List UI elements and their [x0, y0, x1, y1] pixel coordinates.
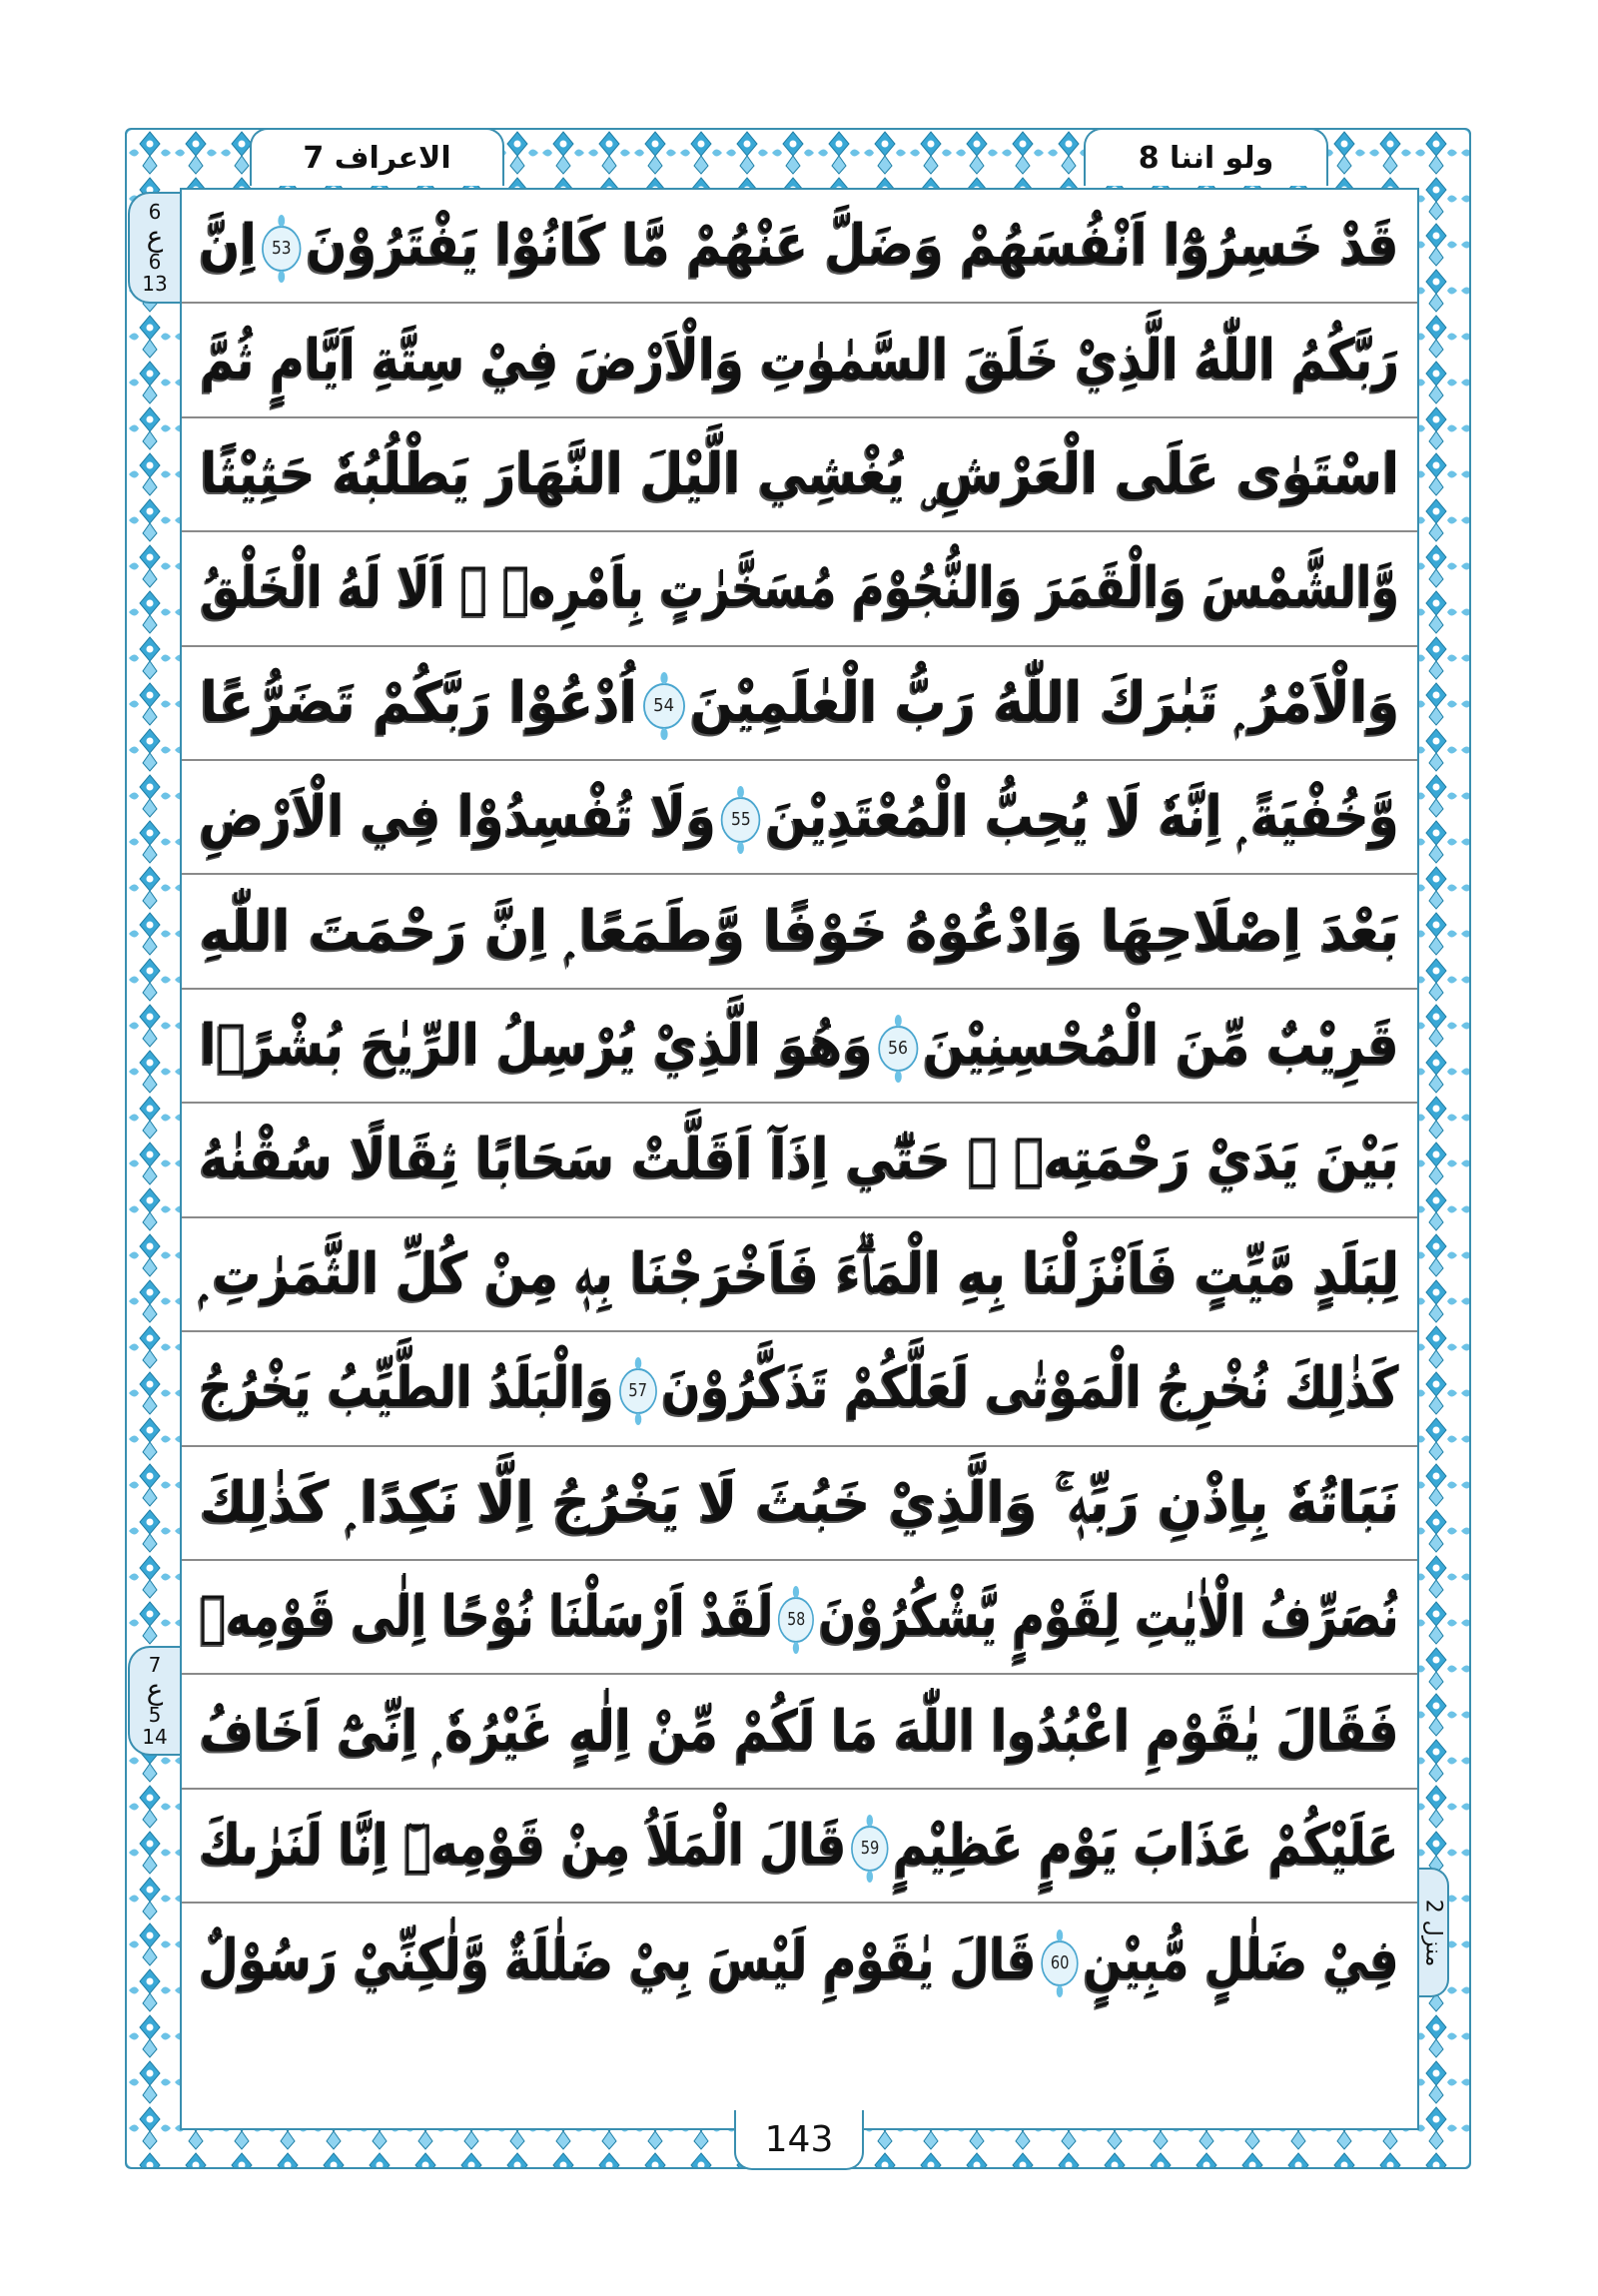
para-name: ولو اننا 8 [1138, 140, 1274, 176]
verse-text [200, 1240, 1399, 1306]
verse-segment: وَلَا تُفْسِدُوْا فِي الْاَرْضِ [199, 784, 717, 850]
verse-segment: كَذٰلِكَ نُخْرِجُ الْمَوْتٰى لَعَلَّكُمْ تَذَكَّرُوْنَ [661, 1355, 1400, 1421]
ayah-number-marker: 57 [619, 1368, 657, 1414]
verse-text [199, 1469, 1400, 1535]
text-line [182, 990, 1417, 1104]
text-line [182, 1790, 1417, 1904]
verse-segment: رَبَّكُمُ اللّٰهُ الَّذِيْ خَلَقَ السَّمٰوٰتِ وَالْاَرْضَ فِيْ سِتَّةِ اَيَّامٍ ثُمَّ [200, 327, 1399, 392]
verse-text [199, 1812, 1400, 1878]
verse-text [200, 555, 1399, 621]
verse-segment: قَالَ يٰقَوْمِ لَيْسَ بِيْ ضَلٰلَةٌ وَّلٰكِنِّيْ رَسُوْلٌ [199, 1927, 1037, 1993]
verse-segment: وَالْاَمْرُ ۭ تَبٰرَكَ اللّٰهُ رَبُّ الْعٰلَمِيْنَ [689, 669, 1399, 735]
ayah-number-marker: 60 [1042, 1940, 1079, 1986]
verse-segment: قَدْ خَسِرُوْٓا اَنْفُسَهُمْ وَضَلَّ عَنْهُمْ مَّا كَانُوْا يَفْتَرُوْنَ [306, 213, 1400, 279]
verse-text [199, 1127, 1400, 1192]
verse-segment: لِبَلَدٍ مَّيِّتٍ فَاَنْزَلْنَا بِهِ الْمَاۗءَ فَاَخْرَجْنَا بِهٖ مِنْ كُلِّ الثَّمَرٰتِ ۭ [200, 1240, 1399, 1306]
surah-name: الاعراف 7 [303, 140, 451, 176]
verse-text [199, 898, 1400, 964]
text-line [182, 1447, 1417, 1561]
text-line [182, 1675, 1417, 1789]
text-line [182, 1104, 1417, 1217]
text-line [182, 1561, 1417, 1675]
text-panel [180, 188, 1419, 2130]
verse-text [200, 441, 1399, 507]
ayah-number-marker: 55 [721, 797, 761, 843]
text-line [182, 1904, 1417, 2017]
para-name-tab [1084, 128, 1328, 186]
verse-segment: بَعْدَ اِصْلَاحِهَا وَادْعُوْهُ خَوْفًا وَّطَمَعًا ۭ اِنَّ رَحْمَتَ اللّٰهِ [199, 898, 1400, 964]
ruku-number-middle: 6 [148, 250, 162, 274]
ruku-number-bottom: 14 [142, 1725, 168, 1749]
verse-segment: نَبَاتُهٗ بِاِذْنِ رَبِّهٖ ۚ وَالَّذِيْ خَبُثَ لَا يَخْرُجُ اِلَّا نَكِدًا ۭ كَذٰلِكَ [199, 1469, 1400, 1535]
verse-segment: وَّالشَّمْسَ وَالْقَمَرَ وَالنُّجُوْمَ مُسَخَّرٰتٍ بِاَمْرِهٖ ۭ اَلَا لَهُ الْخَلْقُ [200, 555, 1399, 621]
verse-segment: اُدْعُوْا رَبَّكُمْ تَضَرُّعًا [200, 669, 637, 735]
verse-text [200, 669, 1399, 735]
verse-text [199, 1355, 1400, 1421]
ayah-number-marker: 58 [778, 1597, 814, 1643]
verse-segment: اِنَّ [199, 213, 258, 279]
text-line [182, 190, 1417, 304]
text-line [182, 647, 1417, 761]
page-number: 143 [764, 2118, 834, 2160]
verse-segment: قَرِيْبٌ مِّنَ الْمُحْسِنِيْنَ [923, 1013, 1399, 1079]
verse-segment: فِيْ ضَلٰلٍ مُّبِيْنٍ [1083, 1927, 1400, 1993]
verse-segment: عَلَيْكُمْ عَذَابَ يَوْمٍ عَظِيْمٍ [894, 1812, 1400, 1878]
text-line [182, 1332, 1417, 1446]
verse-text [199, 784, 1400, 850]
verse-text [200, 1584, 1399, 1650]
verse-segment: لَقَدْ اَرْسَلْنَا نُوْحًا اِلٰى قَوْمِهٖ [200, 1584, 774, 1650]
verse-segment: وَّخُفْيَةً ۭ اِنَّهٗ لَا يُحِبُّ الْمُعْتَدِيْنَ [766, 784, 1400, 850]
ruku-number-middle: 5 [148, 1703, 162, 1727]
text-line [182, 761, 1417, 875]
manzil-marker [1419, 1868, 1449, 1997]
verse-segment: اسْتَوٰى عَلَى الْعَرْشِ ۣ يُغْشِي الَّيْلَ النَّهَارَ يَطْلُبُهٗ حَثِيْثًا [200, 441, 1399, 507]
text-line [182, 875, 1417, 989]
verse-text [199, 1927, 1400, 1993]
ruku-marker [128, 1646, 180, 1756]
ain-symbol-icon: ع [146, 1673, 164, 1706]
ayah-number-marker: 53 [262, 226, 301, 272]
verse-segment: فَقَالَ يٰقَوْمِ اعْبُدُوا اللّٰهَ مَا لَكُمْ مِّنْ اِلٰهٍ غَيْرُهٗ ۭ اِنِّىْٓ اَخَافُ [200, 1698, 1399, 1764]
page-number-tab [734, 2110, 864, 2170]
surah-name-tab [250, 128, 504, 186]
ayah-number-marker: 59 [852, 1826, 889, 1872]
manzil-label: منزل 2 [1420, 1899, 1446, 1966]
ruku-number-top: 7 [148, 1653, 162, 1677]
text-line [182, 1218, 1417, 1332]
verse-segment: قَالَ الْمَلَاُ مِنْ قَوْمِهٖٓ اِنَّا لَنَرٰىكَ [199, 1812, 847, 1878]
ruku-marker [128, 192, 180, 304]
text-line [182, 418, 1417, 532]
ruku-number-top: 6 [148, 200, 162, 224]
verse-segment: نُصَرِّفُ الْاٰيٰتِ لِقَوْمٍ يَّشْكُرُوْنَ [819, 1584, 1399, 1650]
verse-text [200, 1698, 1399, 1764]
verse-segment: وَهُوَ الَّذِيْ يُرْسِلُ الرِّيٰحَ بُشْرًۢا [200, 1013, 873, 1079]
verse-text [199, 213, 1400, 279]
text-line [182, 532, 1417, 646]
ayah-number-marker: 54 [642, 683, 684, 729]
verse-segment: بَيْنَ يَدَيْ رَحْمَتِهٖ ۭ حَتّٰٓي اِذَآ اَقَلَّتْ سَحَابًا ثِقَالًا سُقْنٰهُ [199, 1127, 1400, 1192]
verse-segment: وَالْبَلَدُ الطَّيِّبُ يَخْرُجُ [199, 1355, 615, 1421]
verse-text [200, 327, 1399, 392]
text-line [182, 304, 1417, 417]
ruku-number-bottom: 13 [142, 272, 168, 296]
ain-symbol-icon: ع [146, 220, 164, 253]
ayah-number-marker: 56 [878, 1026, 918, 1072]
verse-text [200, 1013, 1399, 1079]
